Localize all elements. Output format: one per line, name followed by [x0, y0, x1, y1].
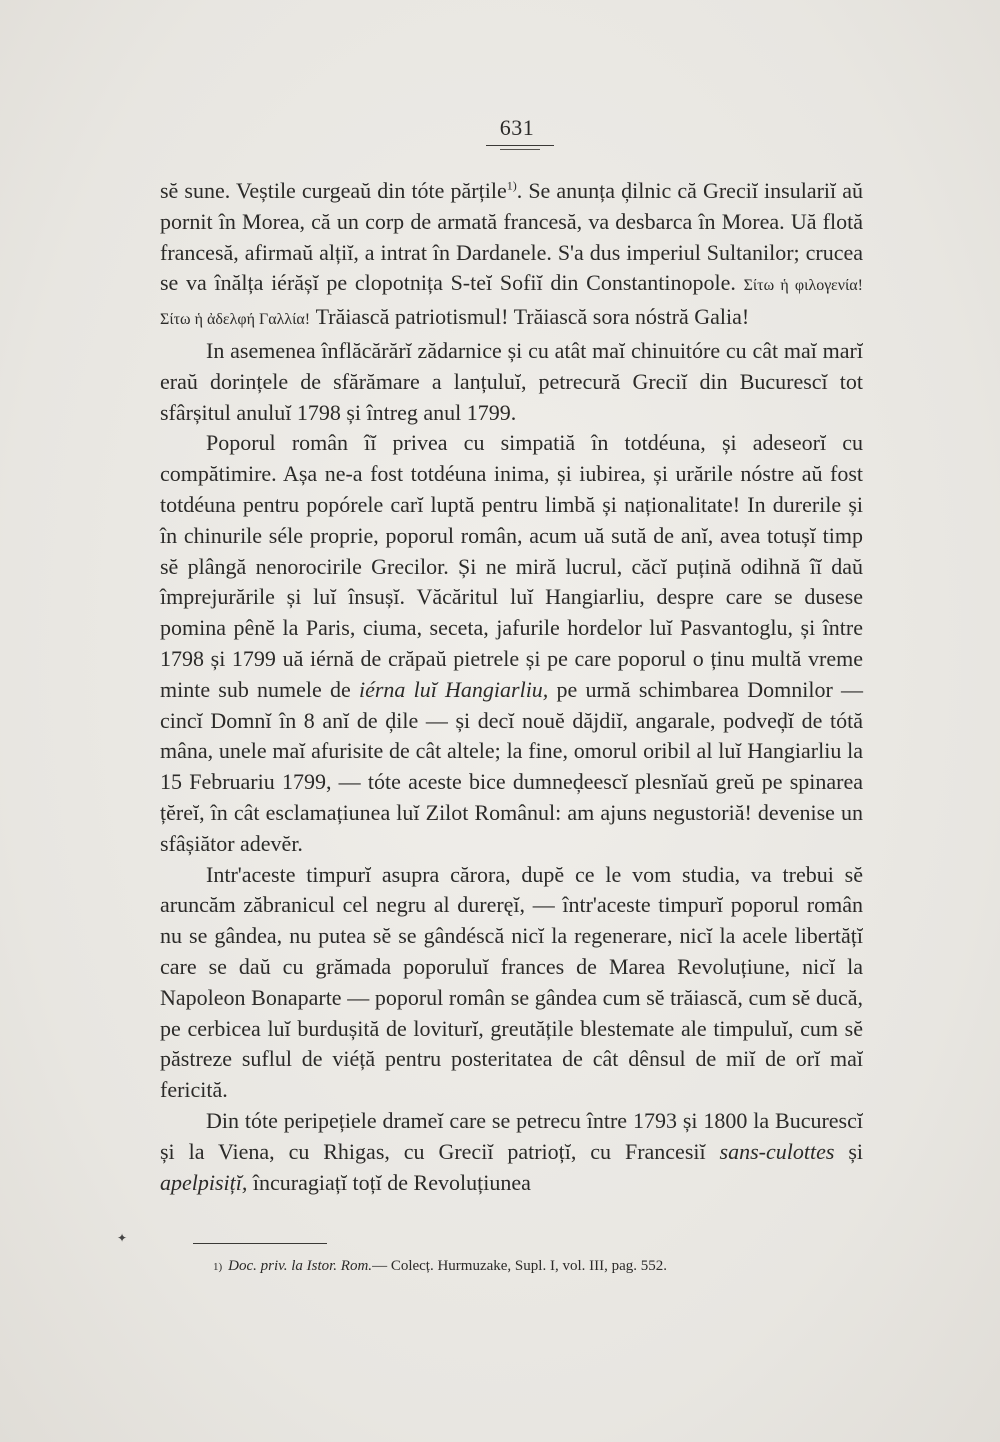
- body-text: [160, 176, 863, 1198]
- italic-text: Doc. priv. la Istor. Rom.: [228, 1258, 373, 1274]
- text-segment: și: [834, 1138, 863, 1164]
- paragraph: [160, 336, 863, 428]
- stray-ink-mark: ✦: [117, 1231, 128, 1245]
- text-segment: In asemenea înflăcărărĭ zădarnice și cu atât maĭ chinuitóre cu cât maĭ marĭ eraŭ dorințele de sfărămare a lanțuluĭ, petrecură Greciĭ din Bucurescĭ tot sfârșitul anuluĭ 1798 și întreg anul 1799.: [160, 337, 863, 425]
- paragraph: [160, 176, 863, 336]
- paragraph: [160, 860, 863, 1106]
- text-segment: . Se anunța ḑilnic că Greciĭ insulariĭ aŭ pornit în Morea, că un corp de armată francesă, va desbarca în Morea. Uă flotă francesă, afirmaŭ alțiĭ, a intrat în Dardanele. S'a dus imperiul Sultanilor; crucea se va înălța iérășĭ pe clopotnița S-teĭ Sofiĭ din Constantinopole.: [160, 178, 863, 296]
- text-segment: — Colecț. Hurmuzake, Supl. I, vol. III, pag. 552.: [372, 1258, 668, 1274]
- greek-text: Σίτω ἡ φιλογενία! Σίτω ἡ ἀδελφή Γαλλία!: [160, 277, 863, 329]
- italic-text: iérna luĭ Hangiarliu,: [358, 676, 549, 702]
- footnote-text: [228, 1258, 667, 1274]
- text-segment: Poporul român îĭ privea cu simpatiă în totdéuna, și adeseorĭ cu compătimire. Așa ne-a fost totdéuna inima, și iubirea, și urările nóstre aŭ fost totdéuna pentru popórele carĭ luptă pentru limbă și naționalitate! In durerile și în chinurile séle proprie, poporul român, acum uă sută de anĭ, avea totușĭ timp sĕ plângă nenorocirile Grecilor. Și ne miră lucrul, căcĭ puțină odihnă îĭ daŭ împrejurările și luĭ însușĭ. Văcăritul luĭ Hangiarliu, despre care se dusese pomina pênĕ la Paris, ciuma, seceta, jafurile hordelor luĭ Pasvantoglu, și între 1798 și 1799 uă iérnă de crăpaŭ pietrele și pe care poporul o ținu multă vreme minte sub numele de: [160, 430, 863, 702]
- italic-text: apelpisițĭ,: [160, 1169, 248, 1195]
- text-segment: Intr'aceste timpurĭ asupra cărora, dupĕ ce le vom studia, va trebui sĕ aruncăm zăbranicul cel negru al dureręĭ, — într'aceste timpurĭ poporul român nu se gândea, nu putea sĕ se gândéscă nicĭ la regenerare, nicĭ la acele libertățĭ care se daŭ cu grămada poporuluĭ frances de Marea Revoluțiune, nicĭ la Napoleon Bonaparte — poporul român se gândea cum sĕ trăiască, cum sĕ ducă, pe cerbicea luĭ burdușită de loviturĭ, greutățile blestemate ale timpuluĭ, cum sĕ păstreze suflul de viéță pentru posteritatea de cât dênsul de miĭ de orĭ maĭ fericită.: [160, 861, 863, 1103]
- text-segment: pe urmă schimbarea Domnilor — cincĭ Domnĭ în 8 anĭ de ḑile — și decĭ nouĕ dăjdiĭ, angarale, podveḑĭ de tótă mâna, unele maĭ afurisite de cât altele; la fine, omorul oribil al luĭ Hangiarliu la 15 Februariu 1799, — tóte aceste bice dumneḑeescĭ plesnĭaŭ greŭ pe spinarea țĕreĭ, în cât esclamațiunea luĭ Zilot Românul: am ajuns negustoriă! devenise un sfâșiător adevĕr.: [160, 676, 863, 856]
- page-number-rule: [486, 145, 554, 146]
- text-segment: sĕ sune. Veștile curgeaŭ din tóte părțile: [160, 178, 507, 203]
- text-segment: Trăiască patriotismul! Trăiască sora nóstră Galia!: [310, 304, 750, 330]
- footnote-reference: 1): [506, 178, 517, 193]
- text-segment: încuragiațĭ toțĭ de Revoluțiunea: [247, 1169, 531, 1195]
- footnote-rule: [193, 1243, 327, 1244]
- text-segment: Din tóte peripețiele drameĭ care se petrecu între 1793 și 1800 la Bucurescĭ și la Viena, cu Rhigas, cu Greciĭ patrioțĭ, cu Francesiĭ: [160, 1107, 863, 1164]
- italic-text: sans-culottes: [719, 1138, 835, 1164]
- footnote: [213, 1256, 833, 1277]
- page-number: 631: [499, 115, 535, 140]
- page-number-rule-short: [500, 149, 540, 150]
- paragraph: [160, 428, 863, 859]
- footnote-marker: 1): [213, 1261, 223, 1273]
- paragraph: [160, 1106, 863, 1198]
